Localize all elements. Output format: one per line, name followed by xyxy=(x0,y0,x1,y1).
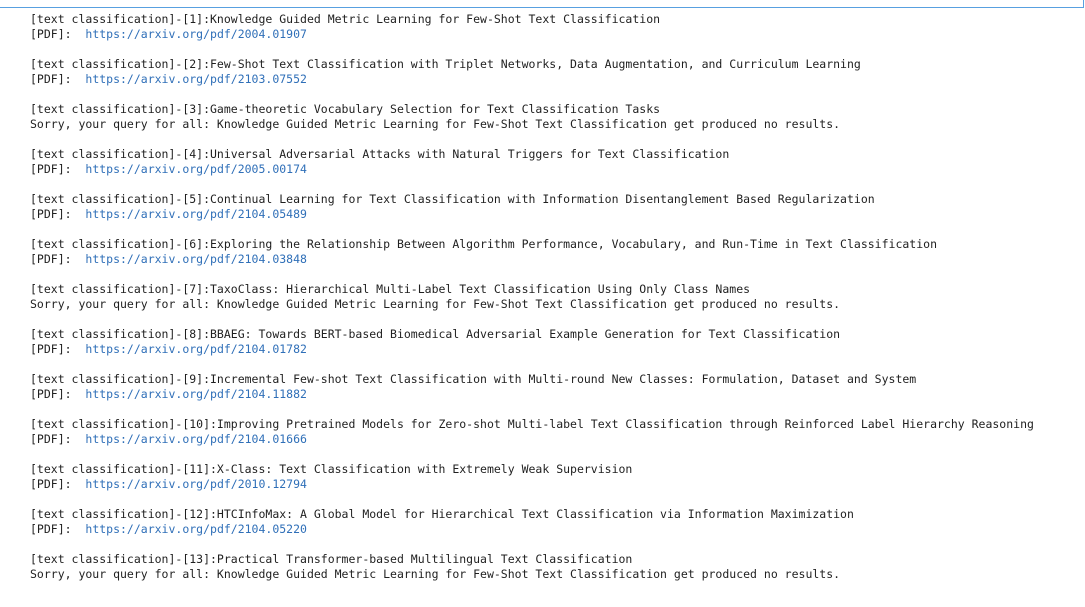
result-title-line: [text classification]-[1]:Knowledge Guided Metric Learning for Few-Shot Text Classification xyxy=(30,12,661,26)
pdf-link[interactable]: https://arxiv.org/pdf/2104.05220 xyxy=(85,522,307,536)
no-results-message: Sorry, your query for all: Knowledge Guided Metric Learning for Few-Shot Text Classification get produced no results. xyxy=(30,117,841,131)
result-title-line: [text classification]-[3]:Game-theoretic Vocabulary Selection for Text Classification Tasks xyxy=(30,102,661,116)
result-entry xyxy=(30,12,1082,42)
pdf-label: [PDF]: xyxy=(30,27,86,41)
pdf-link[interactable]: https://arxiv.org/pdf/2104.03848 xyxy=(85,252,307,266)
result-entry xyxy=(30,462,1082,492)
pdf-label: [PDF]: xyxy=(30,522,86,536)
pdf-label: [PDF]: xyxy=(30,162,86,176)
result-entry xyxy=(30,282,1082,312)
pdf-link[interactable]: https://arxiv.org/pdf/2104.01782 xyxy=(85,342,307,356)
result-entry xyxy=(30,552,1082,582)
pdf-label: [PDF]: xyxy=(30,342,86,356)
no-results-message: Sorry, your query for all: Knowledge Guided Metric Learning for Few-Shot Text Classification get produced no results. xyxy=(30,297,841,311)
result-title-line: [text classification]-[9]:Incremental Few-shot Text Classification with Multi-round New Classes: Formulation, Dataset and System xyxy=(30,372,917,386)
pdf-link[interactable]: https://arxiv.org/pdf/2104.05489 xyxy=(85,207,307,221)
no-results-message: Sorry, your query for all: Knowledge Guided Metric Learning for Few-Shot Text Classification get produced no results. xyxy=(30,567,841,581)
result-entry xyxy=(30,327,1082,357)
pdf-line xyxy=(30,72,1082,87)
pdf-line xyxy=(30,342,1082,357)
result-title-line: [text classification]-[11]:X-Class: Text Classification with Extremely Weak Supervision xyxy=(30,462,633,476)
result-entry xyxy=(30,147,1082,177)
result-entry xyxy=(30,507,1082,537)
result-title-line: [text classification]-[12]:HTCInfoMax: A Global Model for Hierarchical Text Classification via Information Maximization xyxy=(30,507,854,521)
result-title-line: [text classification]-[4]:Universal Adversarial Attacks with Natural Triggers for Text Classification xyxy=(30,147,730,161)
pdf-link[interactable]: https://arxiv.org/pdf/2103.07552 xyxy=(85,72,307,86)
pdf-link[interactable]: https://arxiv.org/pdf/2104.11882 xyxy=(85,387,307,401)
pdf-label: [PDF]: xyxy=(30,72,86,86)
result-entry xyxy=(30,237,1082,267)
pdf-line xyxy=(30,27,1082,42)
result-title-line: [text classification]-[10]:Improving Pretrained Models for Zero-shot Multi-label Text Classification through Reinforced Label Hierarchy Reasoning xyxy=(30,417,1034,431)
pdf-line xyxy=(30,252,1082,267)
pdf-link[interactable]: https://arxiv.org/pdf/2005.00174 xyxy=(85,162,307,176)
cell-output-frame xyxy=(0,0,1084,8)
result-entry xyxy=(30,57,1082,87)
pdf-line xyxy=(30,162,1082,177)
result-entry xyxy=(30,102,1082,132)
pdf-line xyxy=(30,207,1082,222)
pdf-line xyxy=(30,432,1082,447)
cell-output-area xyxy=(30,12,1082,597)
pdf-label: [PDF]: xyxy=(30,207,86,221)
pdf-link[interactable]: https://arxiv.org/pdf/2004.01907 xyxy=(85,27,307,41)
result-title-line: [text classification]-[2]:Few-Shot Text Classification with Triplet Networks, Data Augmentation, and Curriculum Learning xyxy=(30,57,861,71)
result-entry xyxy=(30,417,1082,447)
pdf-label: [PDF]: xyxy=(30,477,86,491)
pdf-line xyxy=(30,477,1082,492)
result-title-line: [text classification]-[5]:Continual Learning for Text Classification with Information Disentanglement Based Regularization xyxy=(30,192,875,206)
result-entry xyxy=(30,372,1082,402)
result-entry xyxy=(30,192,1082,222)
result-title-line: [text classification]-[6]:Exploring the Relationship Between Algorithm Performance, Vocabulary, and Run-Time in Text Classification xyxy=(30,237,937,251)
pdf-line xyxy=(30,387,1082,402)
pdf-line xyxy=(30,522,1082,537)
pdf-label: [PDF]: xyxy=(30,252,86,266)
pdf-label: [PDF]: xyxy=(30,387,86,401)
result-title-line: [text classification]-[8]:BBAEG: Towards BERT-based Biomedical Adversarial Example Generation for Text Classification xyxy=(30,327,841,341)
result-title-line: [text classification]-[13]:Practical Transformer-based Multilingual Text Classification xyxy=(30,552,633,566)
pdf-link[interactable]: https://arxiv.org/pdf/2010.12794 xyxy=(85,477,307,491)
pdf-label: [PDF]: xyxy=(30,432,86,446)
pdf-link[interactable]: https://arxiv.org/pdf/2104.01666 xyxy=(85,432,307,446)
result-title-line: [text classification]-[7]:TaxoClass: Hierarchical Multi-Label Text Classification Using Only Class Names xyxy=(30,282,751,296)
